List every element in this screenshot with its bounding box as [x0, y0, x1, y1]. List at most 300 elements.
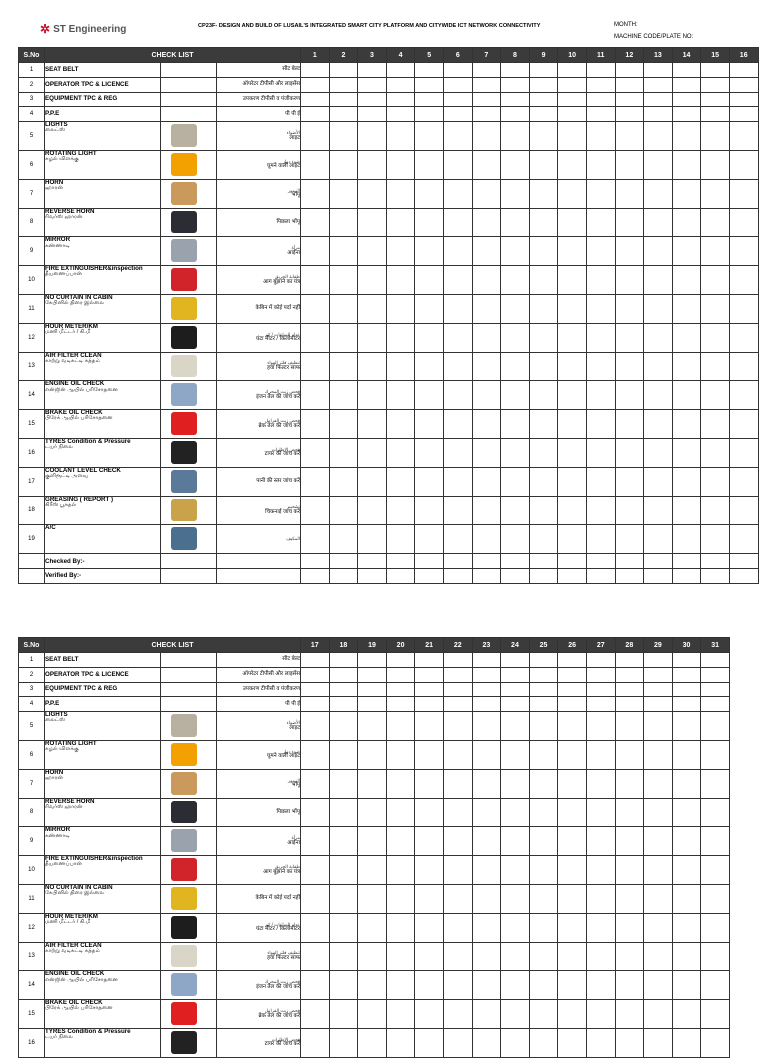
day-check-cell[interactable]	[472, 942, 501, 971]
day-check-cell[interactable]	[558, 971, 587, 1000]
day-check-cell[interactable]	[415, 971, 444, 1000]
day-check-cell[interactable]	[558, 798, 587, 827]
signature-day-cell[interactable]	[529, 568, 558, 583]
day-check-cell[interactable]	[529, 913, 558, 942]
day-check-cell[interactable]	[586, 1028, 615, 1057]
day-check-cell[interactable]	[615, 150, 644, 179]
day-check-cell[interactable]	[729, 467, 758, 496]
day-check-cell[interactable]	[329, 237, 358, 266]
day-check-cell[interactable]	[529, 697, 558, 712]
day-check-cell[interactable]	[443, 122, 472, 151]
day-check-cell[interactable]	[501, 381, 530, 410]
day-check-cell[interactable]	[301, 410, 330, 439]
day-check-cell[interactable]	[386, 237, 415, 266]
day-check-cell[interactable]	[558, 697, 587, 712]
day-check-cell[interactable]	[586, 712, 615, 741]
day-check-cell[interactable]	[329, 856, 358, 885]
day-check-cell[interactable]	[701, 798, 730, 827]
day-check-cell[interactable]	[558, 712, 587, 741]
day-check-cell[interactable]	[701, 352, 730, 381]
day-check-cell[interactable]	[615, 237, 644, 266]
day-check-cell[interactable]	[586, 410, 615, 439]
day-check-cell[interactable]	[415, 827, 444, 856]
day-check-cell[interactable]	[472, 381, 501, 410]
day-check-cell[interactable]	[672, 856, 701, 885]
day-check-cell[interactable]	[615, 467, 644, 496]
day-check-cell[interactable]	[644, 798, 673, 827]
day-check-cell[interactable]	[672, 92, 701, 107]
day-check-cell[interactable]	[586, 971, 615, 1000]
day-check-cell[interactable]	[443, 467, 472, 496]
day-check-cell[interactable]	[729, 107, 758, 122]
day-check-cell[interactable]	[558, 827, 587, 856]
day-check-cell[interactable]	[701, 122, 730, 151]
day-check-cell[interactable]	[644, 913, 673, 942]
day-check-cell[interactable]	[415, 1000, 444, 1029]
day-check-cell[interactable]	[386, 208, 415, 237]
day-check-cell[interactable]	[529, 712, 558, 741]
day-check-cell[interactable]	[386, 266, 415, 295]
day-check-cell[interactable]	[586, 122, 615, 151]
day-check-cell[interactable]	[501, 294, 530, 323]
day-check-cell[interactable]	[672, 208, 701, 237]
day-check-cell[interactable]	[729, 92, 758, 107]
day-check-cell[interactable]	[301, 107, 330, 122]
day-check-cell[interactable]	[358, 667, 387, 682]
day-check-cell[interactable]	[501, 769, 530, 798]
day-check-cell[interactable]	[501, 856, 530, 885]
day-check-cell[interactable]	[586, 884, 615, 913]
day-check-cell[interactable]	[472, 179, 501, 208]
day-check-cell[interactable]	[472, 1028, 501, 1057]
day-check-cell[interactable]	[358, 827, 387, 856]
day-check-cell[interactable]	[529, 856, 558, 885]
day-check-cell[interactable]	[443, 667, 472, 682]
day-check-cell[interactable]	[729, 122, 758, 151]
day-check-cell[interactable]	[615, 77, 644, 92]
day-check-cell[interactable]	[672, 294, 701, 323]
day-check-cell[interactable]	[386, 179, 415, 208]
day-check-cell[interactable]	[501, 682, 530, 697]
day-check-cell[interactable]	[301, 942, 330, 971]
day-check-cell[interactable]	[586, 381, 615, 410]
day-check-cell[interactable]	[358, 1028, 387, 1057]
day-check-cell[interactable]	[644, 77, 673, 92]
day-check-cell[interactable]	[586, 266, 615, 295]
day-check-cell[interactable]	[329, 1028, 358, 1057]
day-check-cell[interactable]	[443, 525, 472, 554]
day-check-cell[interactable]	[558, 294, 587, 323]
day-check-cell[interactable]	[729, 63, 758, 78]
day-check-cell[interactable]	[301, 77, 330, 92]
signature-day-cell[interactable]	[558, 554, 587, 569]
signature-day-cell[interactable]	[644, 568, 673, 583]
day-check-cell[interactable]	[358, 525, 387, 554]
day-check-cell[interactable]	[329, 467, 358, 496]
day-check-cell[interactable]	[386, 352, 415, 381]
day-check-cell[interactable]	[329, 971, 358, 1000]
day-check-cell[interactable]	[615, 884, 644, 913]
day-check-cell[interactable]	[415, 856, 444, 885]
day-check-cell[interactable]	[644, 381, 673, 410]
day-check-cell[interactable]	[644, 179, 673, 208]
day-check-cell[interactable]	[558, 381, 587, 410]
day-check-cell[interactable]	[701, 381, 730, 410]
day-check-cell[interactable]	[701, 856, 730, 885]
day-check-cell[interactable]	[558, 63, 587, 78]
day-check-cell[interactable]	[701, 237, 730, 266]
day-check-cell[interactable]	[443, 150, 472, 179]
day-check-cell[interactable]	[501, 971, 530, 1000]
signature-name-cell[interactable]	[217, 568, 301, 583]
day-check-cell[interactable]	[415, 63, 444, 78]
day-check-cell[interactable]	[586, 107, 615, 122]
day-check-cell[interactable]	[329, 410, 358, 439]
day-check-cell[interactable]	[415, 107, 444, 122]
day-check-cell[interactable]	[329, 496, 358, 525]
day-check-cell[interactable]	[386, 107, 415, 122]
day-check-cell[interactable]	[672, 942, 701, 971]
day-check-cell[interactable]	[443, 208, 472, 237]
day-check-cell[interactable]	[586, 667, 615, 682]
day-check-cell[interactable]	[615, 856, 644, 885]
day-check-cell[interactable]	[472, 525, 501, 554]
day-check-cell[interactable]	[615, 971, 644, 1000]
day-check-cell[interactable]	[301, 1000, 330, 1029]
day-check-cell[interactable]	[472, 208, 501, 237]
signature-day-cell[interactable]	[358, 568, 387, 583]
day-check-cell[interactable]	[644, 856, 673, 885]
day-check-cell[interactable]	[329, 77, 358, 92]
day-check-cell[interactable]	[529, 653, 558, 668]
day-check-cell[interactable]	[701, 208, 730, 237]
day-check-cell[interactable]	[558, 653, 587, 668]
day-check-cell[interactable]	[501, 667, 530, 682]
day-check-cell[interactable]	[501, 913, 530, 942]
day-check-cell[interactable]	[644, 971, 673, 1000]
day-check-cell[interactable]	[472, 884, 501, 913]
day-check-cell[interactable]	[415, 525, 444, 554]
day-check-cell[interactable]	[443, 913, 472, 942]
day-check-cell[interactable]	[358, 208, 387, 237]
day-check-cell[interactable]	[301, 150, 330, 179]
day-check-cell[interactable]	[558, 438, 587, 467]
day-check-cell[interactable]	[358, 92, 387, 107]
day-check-cell[interactable]	[558, 1000, 587, 1029]
day-check-cell[interactable]	[672, 712, 701, 741]
day-check-cell[interactable]	[615, 92, 644, 107]
day-check-cell[interactable]	[644, 237, 673, 266]
day-check-cell[interactable]	[558, 913, 587, 942]
day-check-cell[interactable]	[415, 740, 444, 769]
signature-day-cell[interactable]	[558, 568, 587, 583]
signature-day-cell[interactable]	[415, 568, 444, 583]
day-check-cell[interactable]	[415, 92, 444, 107]
day-check-cell[interactable]	[329, 740, 358, 769]
day-check-cell[interactable]	[472, 653, 501, 668]
day-check-cell[interactable]	[586, 496, 615, 525]
day-check-cell[interactable]	[729, 410, 758, 439]
day-check-cell[interactable]	[529, 525, 558, 554]
day-check-cell[interactable]	[301, 381, 330, 410]
day-check-cell[interactable]	[672, 323, 701, 352]
day-check-cell[interactable]	[301, 827, 330, 856]
day-check-cell[interactable]	[644, 884, 673, 913]
signature-day-cell[interactable]	[358, 554, 387, 569]
day-check-cell[interactable]	[644, 323, 673, 352]
day-check-cell[interactable]	[615, 1028, 644, 1057]
day-check-cell[interactable]	[358, 294, 387, 323]
day-check-cell[interactable]	[615, 179, 644, 208]
day-check-cell[interactable]	[615, 294, 644, 323]
signature-day-cell[interactable]	[415, 554, 444, 569]
day-check-cell[interactable]	[701, 913, 730, 942]
day-check-cell[interactable]	[443, 740, 472, 769]
day-check-cell[interactable]	[415, 496, 444, 525]
day-check-cell[interactable]	[529, 1028, 558, 1057]
day-check-cell[interactable]	[443, 942, 472, 971]
day-check-cell[interactable]	[358, 971, 387, 1000]
day-check-cell[interactable]	[386, 769, 415, 798]
day-check-cell[interactable]	[672, 798, 701, 827]
day-check-cell[interactable]	[358, 323, 387, 352]
day-check-cell[interactable]	[586, 827, 615, 856]
day-check-cell[interactable]	[501, 208, 530, 237]
day-check-cell[interactable]	[358, 884, 387, 913]
day-check-cell[interactable]	[443, 438, 472, 467]
day-check-cell[interactable]	[615, 525, 644, 554]
day-check-cell[interactable]	[443, 697, 472, 712]
day-check-cell[interactable]	[501, 697, 530, 712]
day-check-cell[interactable]	[301, 179, 330, 208]
day-check-cell[interactable]	[329, 208, 358, 237]
day-check-cell[interactable]	[501, 798, 530, 827]
day-check-cell[interactable]	[529, 63, 558, 78]
day-check-cell[interactable]	[672, 653, 701, 668]
day-check-cell[interactable]	[501, 884, 530, 913]
day-check-cell[interactable]	[672, 266, 701, 295]
day-check-cell[interactable]	[672, 107, 701, 122]
day-check-cell[interactable]	[529, 352, 558, 381]
day-check-cell[interactable]	[529, 798, 558, 827]
signature-day-cell[interactable]	[472, 568, 501, 583]
day-check-cell[interactable]	[644, 352, 673, 381]
day-check-cell[interactable]	[501, 323, 530, 352]
day-check-cell[interactable]	[386, 438, 415, 467]
day-check-cell[interactable]	[672, 467, 701, 496]
day-check-cell[interactable]	[443, 1028, 472, 1057]
day-check-cell[interactable]	[615, 667, 644, 682]
day-check-cell[interactable]	[329, 122, 358, 151]
day-check-cell[interactable]	[644, 769, 673, 798]
day-check-cell[interactable]	[386, 798, 415, 827]
day-check-cell[interactable]	[386, 712, 415, 741]
signature-day-cell[interactable]	[615, 554, 644, 569]
day-check-cell[interactable]	[672, 381, 701, 410]
signature-day-cell[interactable]	[672, 568, 701, 583]
day-check-cell[interactable]	[558, 856, 587, 885]
day-check-cell[interactable]	[415, 122, 444, 151]
day-check-cell[interactable]	[644, 410, 673, 439]
day-check-cell[interactable]	[472, 467, 501, 496]
day-check-cell[interactable]	[415, 682, 444, 697]
day-check-cell[interactable]	[644, 525, 673, 554]
day-check-cell[interactable]	[615, 122, 644, 151]
day-check-cell[interactable]	[329, 92, 358, 107]
day-check-cell[interactable]	[615, 496, 644, 525]
signature-day-cell[interactable]	[329, 554, 358, 569]
day-check-cell[interactable]	[615, 1000, 644, 1029]
day-check-cell[interactable]	[672, 122, 701, 151]
day-check-cell[interactable]	[558, 884, 587, 913]
day-check-cell[interactable]	[501, 438, 530, 467]
day-check-cell[interactable]	[386, 410, 415, 439]
day-check-cell[interactable]	[329, 913, 358, 942]
day-check-cell[interactable]	[358, 712, 387, 741]
day-check-cell[interactable]	[386, 467, 415, 496]
day-check-cell[interactable]	[472, 856, 501, 885]
day-check-cell[interactable]	[701, 1028, 730, 1057]
day-check-cell[interactable]	[443, 237, 472, 266]
day-check-cell[interactable]	[586, 682, 615, 697]
day-check-cell[interactable]	[415, 381, 444, 410]
day-check-cell[interactable]	[586, 525, 615, 554]
day-check-cell[interactable]	[644, 712, 673, 741]
day-check-cell[interactable]	[472, 682, 501, 697]
day-check-cell[interactable]	[358, 856, 387, 885]
day-check-cell[interactable]	[301, 92, 330, 107]
signature-day-cell[interactable]	[301, 554, 330, 569]
day-check-cell[interactable]	[558, 467, 587, 496]
day-check-cell[interactable]	[329, 667, 358, 682]
day-check-cell[interactable]	[701, 77, 730, 92]
day-check-cell[interactable]	[472, 150, 501, 179]
day-check-cell[interactable]	[329, 294, 358, 323]
day-check-cell[interactable]	[386, 496, 415, 525]
day-check-cell[interactable]	[644, 107, 673, 122]
day-check-cell[interactable]	[701, 496, 730, 525]
day-check-cell[interactable]	[729, 150, 758, 179]
day-check-cell[interactable]	[443, 712, 472, 741]
day-check-cell[interactable]	[501, 107, 530, 122]
day-check-cell[interactable]	[501, 1028, 530, 1057]
day-check-cell[interactable]	[672, 496, 701, 525]
day-check-cell[interactable]	[301, 697, 330, 712]
day-check-cell[interactable]	[529, 323, 558, 352]
day-check-cell[interactable]	[415, 150, 444, 179]
day-check-cell[interactable]	[415, 1028, 444, 1057]
day-check-cell[interactable]	[529, 884, 558, 913]
day-check-cell[interactable]	[301, 712, 330, 741]
day-check-cell[interactable]	[701, 410, 730, 439]
day-check-cell[interactable]	[701, 525, 730, 554]
signature-day-cell[interactable]	[701, 568, 730, 583]
day-check-cell[interactable]	[558, 107, 587, 122]
day-check-cell[interactable]	[358, 122, 387, 151]
day-check-cell[interactable]	[558, 525, 587, 554]
day-check-cell[interactable]	[386, 884, 415, 913]
day-check-cell[interactable]	[501, 467, 530, 496]
day-check-cell[interactable]	[301, 1028, 330, 1057]
day-check-cell[interactable]	[701, 63, 730, 78]
day-check-cell[interactable]	[358, 179, 387, 208]
signature-day-cell[interactable]	[615, 568, 644, 583]
day-check-cell[interactable]	[386, 92, 415, 107]
day-check-cell[interactable]	[615, 798, 644, 827]
signature-day-cell[interactable]	[386, 554, 415, 569]
day-check-cell[interactable]	[443, 496, 472, 525]
day-check-cell[interactable]	[586, 697, 615, 712]
day-check-cell[interactable]	[672, 63, 701, 78]
day-check-cell[interactable]	[443, 856, 472, 885]
day-check-cell[interactable]	[358, 697, 387, 712]
day-check-cell[interactable]	[672, 237, 701, 266]
day-check-cell[interactable]	[529, 467, 558, 496]
day-check-cell[interactable]	[301, 667, 330, 682]
day-check-cell[interactable]	[644, 740, 673, 769]
day-check-cell[interactable]	[615, 63, 644, 78]
day-check-cell[interactable]	[672, 667, 701, 682]
day-check-cell[interactable]	[644, 1028, 673, 1057]
day-check-cell[interactable]	[358, 496, 387, 525]
day-check-cell[interactable]	[501, 525, 530, 554]
day-check-cell[interactable]	[415, 179, 444, 208]
day-check-cell[interactable]	[701, 653, 730, 668]
day-check-cell[interactable]	[358, 352, 387, 381]
day-check-cell[interactable]	[586, 237, 615, 266]
day-check-cell[interactable]	[386, 1028, 415, 1057]
day-check-cell[interactable]	[501, 92, 530, 107]
day-check-cell[interactable]	[472, 438, 501, 467]
day-check-cell[interactable]	[472, 712, 501, 741]
day-check-cell[interactable]	[558, 208, 587, 237]
day-check-cell[interactable]	[472, 352, 501, 381]
day-check-cell[interactable]	[301, 438, 330, 467]
day-check-cell[interactable]	[644, 122, 673, 151]
day-check-cell[interactable]	[415, 410, 444, 439]
day-check-cell[interactable]	[586, 856, 615, 885]
day-check-cell[interactable]	[443, 1000, 472, 1029]
day-check-cell[interactable]	[586, 92, 615, 107]
day-check-cell[interactable]	[701, 150, 730, 179]
day-check-cell[interactable]	[615, 107, 644, 122]
day-check-cell[interactable]	[329, 107, 358, 122]
day-check-cell[interactable]	[558, 410, 587, 439]
day-check-cell[interactable]	[415, 942, 444, 971]
day-check-cell[interactable]	[415, 884, 444, 913]
day-check-cell[interactable]	[558, 352, 587, 381]
day-check-cell[interactable]	[358, 913, 387, 942]
day-check-cell[interactable]	[586, 942, 615, 971]
day-check-cell[interactable]	[672, 769, 701, 798]
signature-day-cell[interactable]	[729, 568, 758, 583]
day-check-cell[interactable]	[729, 179, 758, 208]
day-check-cell[interactable]	[701, 107, 730, 122]
day-check-cell[interactable]	[529, 294, 558, 323]
day-check-cell[interactable]	[329, 798, 358, 827]
day-check-cell[interactable]	[644, 150, 673, 179]
day-check-cell[interactable]	[329, 682, 358, 697]
day-check-cell[interactable]	[529, 266, 558, 295]
signature-day-cell[interactable]	[443, 568, 472, 583]
day-check-cell[interactable]	[443, 827, 472, 856]
day-check-cell[interactable]	[644, 266, 673, 295]
day-check-cell[interactable]	[615, 827, 644, 856]
day-check-cell[interactable]	[644, 208, 673, 237]
day-check-cell[interactable]	[529, 122, 558, 151]
day-check-cell[interactable]	[443, 410, 472, 439]
day-check-cell[interactable]	[501, 942, 530, 971]
